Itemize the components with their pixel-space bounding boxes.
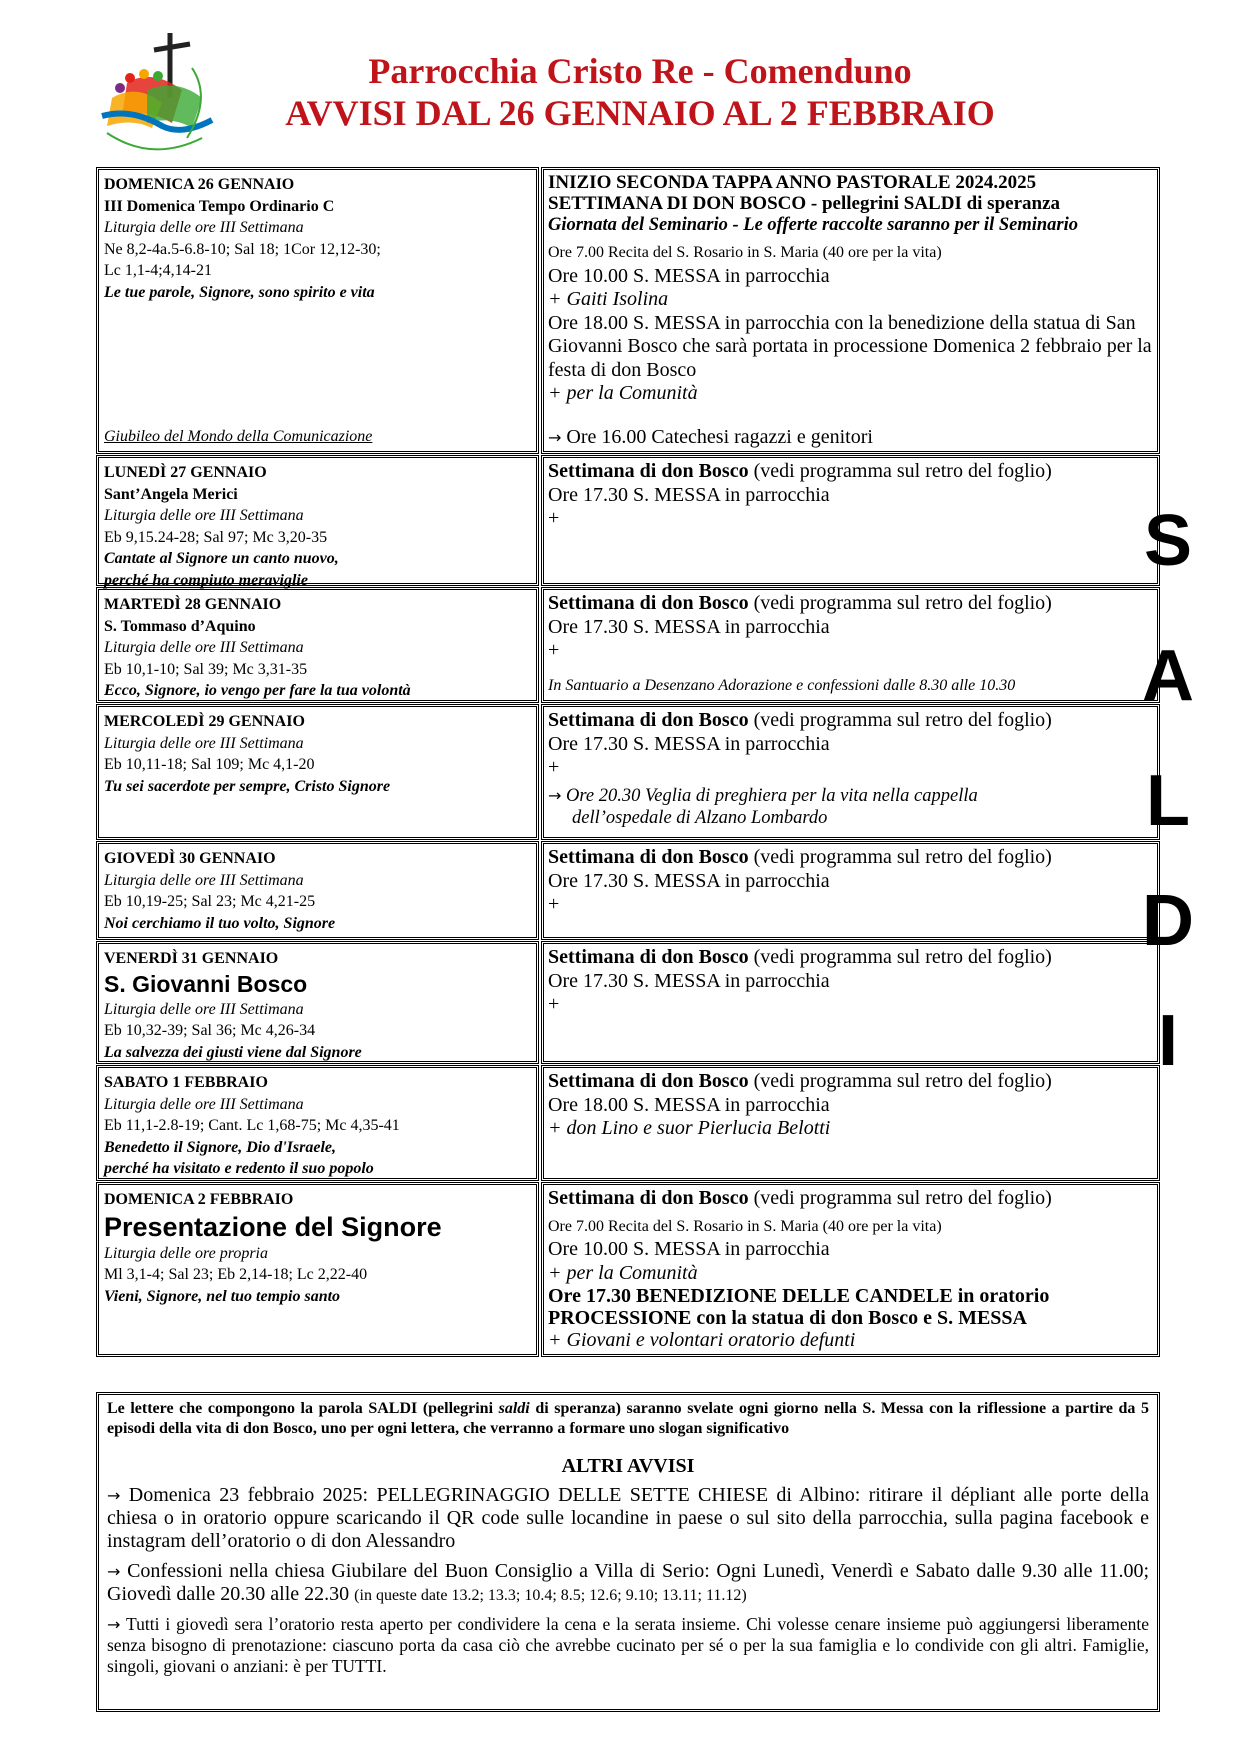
event-intention: + Giovani e volontari oratorio defunti <box>548 1329 856 1351</box>
day-events-cell <box>541 941 1160 1064</box>
event-intention: + <box>548 893 560 915</box>
event-line: Settimana di don Bosco (vedi programma sul retro del foglio) <box>548 846 1052 868</box>
event-line: PROCESSIONE con la statua di don Bosco e S. MESSA <box>548 1307 1027 1329</box>
day-psalm: Ecco, Signore, io vengo per fare la tua volontà <box>104 682 411 699</box>
saldi-explanation: Le lettere che compongono la parola SALDI (pellegrini saldi di speranza) saranno svelate ogni giorno nella S. Messa con la riflessione a partire da 5 episodi della vita di don Bosco, uno per ogni lettera, che verranno a formare uno slogan significativo <box>107 1400 1149 1437</box>
saldi-letter: A <box>1142 636 1194 716</box>
day-events-cell <box>541 167 1160 454</box>
day-name: Presentazione del Signore <box>104 1211 442 1242</box>
event-line: Ore 17.30 BENEDIZIONE DELLE CANDELE in oratorio <box>548 1285 1050 1307</box>
other-notices-title: ALTRI AVVISI <box>561 1455 695 1477</box>
event-intention: + per la Comunità <box>548 1261 698 1284</box>
table-row <box>96 587 1160 703</box>
day-date: DOMENICA 2 FEBBRAIO <box>104 1191 294 1208</box>
event-intention: + <box>548 639 560 661</box>
day-events-cell <box>541 1065 1160 1181</box>
table-row <box>96 704 1160 840</box>
event-line: Ore 18.00 S. MESSA in parrocchia con la benedizione della statua di San Giovanni Bosco che sarà portata in processione Domenica 2 febbraio per la festa di don Bosco <box>548 311 1152 381</box>
day-info-cell <box>96 1065 539 1181</box>
event-line: Settimana di don Bosco (vedi programma sul retro del foglio) <box>548 592 1052 614</box>
day-readings: Eb 10,32-39; Sal 36; Mc 4,26-34 <box>104 1022 316 1039</box>
day-events-cell <box>541 704 1160 840</box>
event-intention: + <box>548 507 560 529</box>
event-line: dell’ospedale di Alzano Lombardo <box>572 807 828 828</box>
other-notices-box <box>96 1392 1160 1712</box>
day-liturgy: Liturgia delle ore propria <box>104 1244 268 1262</box>
event-line: Settimana di don Bosco (vedi programma sul retro del foglio) <box>548 460 1052 482</box>
day-readings: Eb 9,15.24-28; Sal 97; Mc 3,20-35 <box>104 528 328 546</box>
day-info-cell <box>96 704 539 840</box>
notice-confessions: → Confessioni nella chiesa Giubilare del Buon Consiglio a Villa di Serio: Ogni Lunedì, Venerdì e Sabato dalle 9.30 alle 11.00; Giovedì dalle 20.30 alle 22.30 (in queste date 13.2; 13.3; 10.4; 8.5; 12.6; 9.10; 13.11; 11.12) <box>107 1560 1149 1605</box>
day-footer-note: Giubileo del Mondo della Comunicazione <box>104 427 373 445</box>
day-liturgy: Liturgia delle ore III Settimana <box>104 1000 304 1018</box>
day-events-cell <box>541 455 1160 586</box>
day-info-cell <box>96 1182 539 1357</box>
day-info-cell <box>96 587 539 703</box>
event-heading: Giornata del Seminario - Le offerte raccolte saranno per il Seminario <box>548 215 1078 235</box>
saldi-letter: S <box>1143 501 1193 581</box>
arrow-right-icon: → <box>107 1486 121 1505</box>
event-line: Ore 10.00 S. MESSA in parrocchia <box>548 264 830 287</box>
day-liturgy: Liturgia delle ore III Settimana <box>104 219 304 236</box>
event-intention: + Gaiti Isolina <box>548 288 669 310</box>
notice-thursday-dinner: → Tutti i giovedì sera l’oratorio resta aperto per condividere la cena e la serata insieme. Chi volesse cenare insieme può aggiungersi liberamente senza bisogno di prenotazione: ciascuno porta da casa ciò che avrebbe cucinato per sé o per la sua famiglia e lo condivide con gli altri. Famiglie, singoli, giovani o anziani: è per TUTTI. <box>107 1614 1149 1676</box>
event-line: Ore 10.00 S. MESSA in parrocchia <box>548 1238 830 1260</box>
event-line: Ore 17.30 S. MESSA in parrocchia <box>548 615 830 638</box>
day-events-cell <box>541 841 1160 940</box>
day-psalm: perché ha visitato e redento il suo popolo <box>104 1160 374 1177</box>
jubilee-logo-icon <box>92 28 232 158</box>
event-intention: + don Lino e suor Pierlucia Belotti <box>548 1117 831 1139</box>
day-name: S. Tommaso d’Aquino <box>104 617 256 635</box>
day-psalm: Benedetto il Signore, Dio d'Israele, <box>104 1138 336 1156</box>
day-psalm: Vieni, Signore, nel tuo tempio santo <box>104 1287 341 1305</box>
event-line: → Ore 16.00 Catechesi ragazzi e genitori <box>548 425 873 448</box>
day-info-cell <box>96 455 539 589</box>
day-date: LUNEDÌ 27 GENNAIO <box>104 464 267 481</box>
day-liturgy: Liturgia delle ore III Settimana <box>104 734 304 752</box>
event-line: Settimana di don Bosco (vedi programma sul retro del foglio) <box>548 1187 1052 1209</box>
day-info-cell <box>96 841 539 940</box>
notice-pilgrimage: → Domenica 23 febbraio 2025: PELLEGRINAGGIO DELLE SETTE CHIESE di Albino: ritirare il dépliant alle porte della chiesa o in oratorio oppure scaricando il QR code sulle locandine in paese o sul sito della parrocchia, sulla pagina facebook e instagram dell’oratorio o di don Alessandro <box>107 1484 1150 1552</box>
arrow-right-icon: → <box>548 785 562 805</box>
event-line: In Santuario a Desenzano Adorazione e confessioni dalle 8.30 alle 10.30 <box>548 676 1016 694</box>
event-intention: + <box>548 993 560 1015</box>
day-psalm: Tu sei sacerdote per sempre, Cristo Signore <box>104 777 391 795</box>
day-liturgy: Liturgia delle ore III Settimana <box>104 1095 304 1113</box>
event-intention: + <box>548 756 560 778</box>
day-psalm: Noi cerchiamo il tuo volto, Signore <box>104 914 336 932</box>
table-row <box>96 167 1160 454</box>
day-readings: Eb 10,19-25; Sal 23; Mc 4,21-25 <box>104 893 316 910</box>
table-row <box>96 1182 1160 1357</box>
table-row <box>96 841 1160 940</box>
parish-title: Parrocchia Cristo Re - Comenduno <box>368 51 912 91</box>
saldi-letter: L <box>1146 761 1190 841</box>
jubilee-logo <box>92 28 232 158</box>
event-line: Settimana di don Bosco (vedi programma sul retro del foglio) <box>548 946 1052 968</box>
day-date: GIOVEDÌ 30 GENNAIO <box>104 850 276 867</box>
day-events-cell <box>541 1182 1160 1357</box>
day-date: SABATO 1 FEBBRAIO <box>104 1074 268 1091</box>
notice-period-title: AVVISI DAL 26 GENNAIO AL 2 FEBBRAIO <box>285 93 995 133</box>
day-date: DOMENICA 26 GENNAIO <box>104 176 295 193</box>
day-readings: Ne 8,2-4a.5-6.8-10; Sal 18; 1Cor 12,12-30; <box>104 240 381 258</box>
day-date: MERCOLEDÌ 29 GENNAIO <box>104 713 305 730</box>
day-psalm: Cantate al Signore un canto nuovo, <box>104 550 339 567</box>
saldi-letter: D <box>1142 881 1194 961</box>
day-psalm: La salvezza dei giusti viene dal Signore <box>104 1043 362 1061</box>
day-date: MARTEDÌ 28 GENNAIO <box>104 596 282 613</box>
day-readings: Eb 11,1-2.8-19; Cant. Lc 1,68-75; Mc 4,35-41 <box>104 1117 400 1134</box>
arrow-right-icon: → <box>107 1562 121 1581</box>
day-readings: Eb 10,1-10; Sal 39; Mc 3,31-35 <box>104 660 308 678</box>
event-line: Ore 17.30 S. MESSA in parrocchia <box>548 732 830 755</box>
event-intention: + per la Comunità <box>548 382 698 404</box>
day-date: VENERDÌ 31 GENNAIO <box>104 950 279 967</box>
day-info-cell <box>96 167 539 454</box>
day-name: S. Giovanni Bosco <box>104 970 308 997</box>
event-line: Ore 17.30 S. MESSA in parrocchia <box>548 969 830 992</box>
saldi-letter: I <box>1157 1001 1178 1081</box>
day-liturgy: Liturgia delle ore III Settimana <box>104 871 304 889</box>
day-psalm: Le tue parole, Signore, sono spirito e vita <box>104 283 375 301</box>
day-liturgy: Liturgia delle ore III Settimana <box>104 639 304 656</box>
day-readings: Lc 1,1-4;4,14-21 <box>104 262 212 279</box>
event-line: Ore 17.30 S. MESSA in parrocchia <box>548 869 830 892</box>
event-line: Ore 7.00 Recita del S. Rosario in S. Maria (40 ore per la vita) <box>548 1217 942 1235</box>
event-line: → Ore 20.30 Veglia di preghiera per la vita nella cappella <box>548 785 978 806</box>
day-events-cell <box>541 587 1160 703</box>
event-line: Ore 18.00 S. MESSA in parrocchia <box>548 1093 830 1116</box>
day-psalm: perché ha compiuto meraviglie <box>104 571 308 589</box>
arrow-right-icon: → <box>548 427 562 447</box>
event-line: Ore 7.00 Recita del S. Rosario in S. Maria (40 ore per la vita) <box>548 244 942 261</box>
day-readings: Eb 10,11-18; Sal 109; Mc 4,1-20 <box>104 756 315 773</box>
table-row <box>96 941 1160 1064</box>
arrow-right-icon: → <box>107 1615 121 1634</box>
day-info-cell <box>96 941 539 1064</box>
day-name: III Domenica Tempo Ordinario C <box>104 197 335 215</box>
event-heading: SETTIMANA DI DON BOSCO - pellegrini SALDI di speranza <box>548 193 1061 214</box>
day-name: Sant’Angela Merici <box>104 485 238 503</box>
table-row <box>96 1065 1160 1181</box>
event-line: Ore 17.30 S. MESSA in parrocchia <box>548 483 830 506</box>
day-liturgy: Liturgia delle ore III Settimana <box>104 507 304 524</box>
event-line: Settimana di don Bosco (vedi programma sul retro del foglio) <box>548 709 1052 731</box>
table-row <box>96 455 1160 589</box>
event-line: Settimana di don Bosco (vedi programma sul retro del foglio) <box>548 1070 1052 1092</box>
day-readings: Ml 3,1-4; Sal 23; Eb 2,14-18; Lc 2,22-40 <box>104 1266 368 1283</box>
event-heading: INIZIO SECONDA TAPPA ANNO PASTORALE 2024.2025 <box>548 172 1037 193</box>
